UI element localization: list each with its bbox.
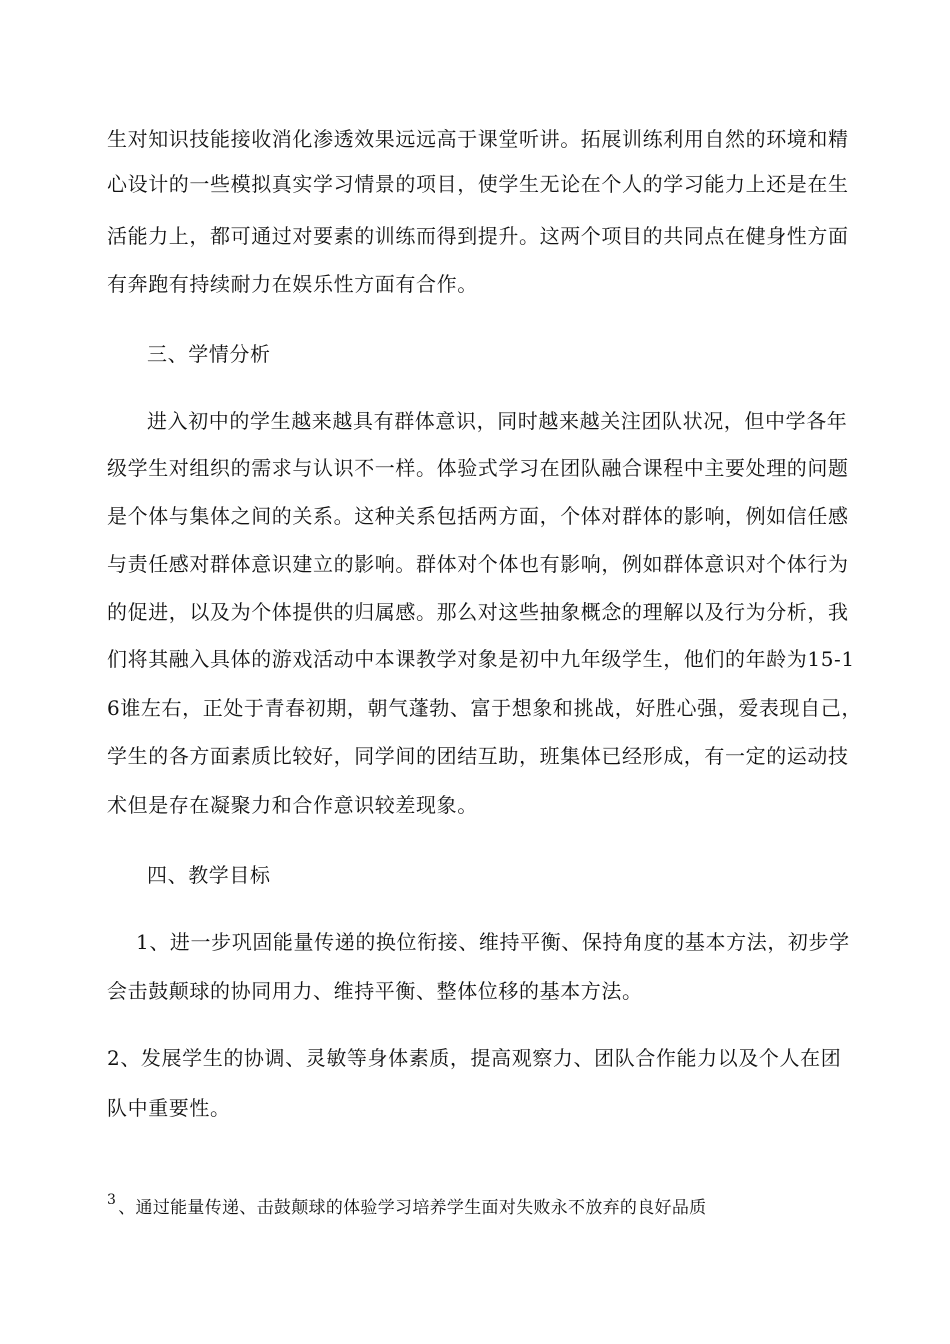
paragraph-line: 6谁左右，正处于青春初期，朝气蓬勃、富于想象和挑战，好胜心强，爱表现自己， — [107, 696, 862, 720]
goal-item-line: 队中重要性。 — [107, 1096, 231, 1120]
goal-item-line: 1、进一步巩固能量传递的换位衔接、维持平衡、保持角度的基本方法，初步学 — [136, 930, 850, 954]
paragraph-line: 的促进，以及为个体提供的归属感。那么对这些抽象概念的理解以及行为分析，我 — [107, 600, 849, 624]
goal-item-3 — [107, 1186, 706, 1222]
paragraph-line: 们将其融入具体的游戏活动中本课教学对象是初中九年级学生，他们的年龄为15-1 — [107, 647, 855, 671]
goal-item-3-text: 、通过能量传递、击鼓颠球的体验学习培养学生面对失败永不放弃的良好品质 — [118, 1198, 707, 1218]
paragraph-line: 与责任感对群体意识建立的影响。群体对个体也有影响，例如群体意识对个体行为 — [107, 552, 849, 576]
goal-item-line: 2、发展学生的协调、灵敏等身体素质，提高观察力、团队合作能力以及个人在团 — [107, 1046, 842, 1070]
paragraph-line: 是个体与集体之间的关系。这种关系包括两方面，个体对群体的影响，例如信任感 — [107, 504, 849, 528]
paragraph-line: 有奔跑有持续耐力在娱乐性方面有合作。 — [107, 272, 478, 296]
goal-item-line: 会击鼓颠球的协同用力、维持平衡、整体位移的基本方法。 — [107, 979, 643, 1003]
goal-item-3-number: 3 — [107, 1192, 117, 1208]
section-heading: 三、学情分析 — [147, 342, 271, 366]
paragraph-line: 级学生对组织的需求与认识不一样。体验式学习在团队融合课程中主要处理的问题 — [107, 456, 849, 480]
section-heading: 四、教学目标 — [147, 863, 271, 887]
paragraph-line: 生对知识技能接收消化渗透效果远远高于课堂听讲。拓展训练利用自然的环境和精 — [107, 127, 849, 151]
paragraph-line: 心设计的一些模拟真实学习情景的项目，使学生无论在个人的学习能力上还是在生 — [107, 172, 849, 196]
paragraph-line: 学生的各方面素质比较好，同学间的团结互助，班集体已经形成，有一定的运动技 — [107, 744, 849, 768]
paragraph-line: 术但是存在凝聚力和合作意识较差现象。 — [107, 793, 478, 817]
paragraph-line: 进入初中的学生越来越具有群体意识，同时越来越关注团队状况，但中学各年 — [147, 409, 848, 433]
paragraph-line: 活能力上，都可通过对要素的训练而得到提升。这两个项目的共同点在健身性方面 — [107, 224, 849, 248]
